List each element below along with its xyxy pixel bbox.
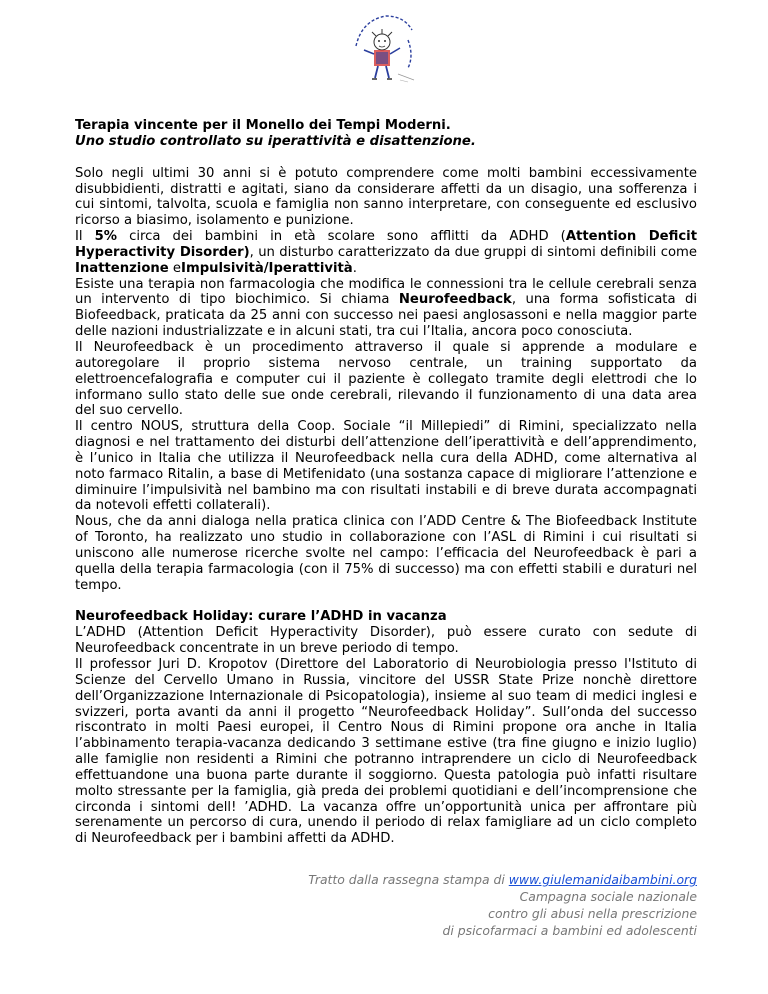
paragraph-nous-centre: Il centro NOUS, struttura della Coop. Sociale “il Millepiedi” di Rimini, specializzato nella diagnosi e nel trattamento dei disturbi dell’attenzione dell’iperattività e dell’apprendimento, è l’unico in Italia che utilizza il Neurofeedback nella cura della ADHD, come alternativa al noto farmaco Ritalin, a base di Metifenidato (una sostanza capace di migliorare l’attenzione e diminuire l’impulsività nel bambino ma con risultati instabili e di breve durata accompagnati da notevoli effetti collaterali).: [75, 419, 697, 514]
text-run: Esiste una terapia non farmacologia che modifica le connessioni tra le cellule cerebrali senza un intervento di tipo biochimico. Si chiama: [75, 276, 697, 308]
text-run: Il: [75, 229, 95, 245]
footer-line-2: Campagna sociale nazionale: [519, 889, 697, 904]
paragraph-holiday-intro: L’ADHD (Attention Deficit Hyperactivity Disorder), può essere curato con sedute di Neurofeedback concentrate in un breve periodo di tempo.: [75, 625, 697, 657]
footer-line-3: contro gli abusi nella prescrizione: [488, 906, 697, 921]
paragraph-neurofeedback: Il Neurofeedback è un procedimento attraverso il quale si apprende a modulare e autoregolare il proprio sistema nervoso centrale, un training supportato da elettroencefalografia e computer cui il paziente è collegato tramite degli elettrodi che lo informano sullo stato delle sue onde cerebrali, rilevando il funzionamento di una data area del suo cervello.: [75, 339, 697, 419]
adhd-term: Attention Deficit Hyperactivity Disorder): [75, 229, 697, 260]
paragraph-therapy: [75, 277, 697, 340]
text-run: , un disturbo caratterizzato da due gruppi di sintomi definibili come: [249, 244, 697, 260]
paragraph-holiday-project: Il professor Juri D. Kropotov (Direttore del Laboratorio di Neurobiologia presso l'Istituto di Scienze del Cervello Umano in Russia, vincitore del USSR State Prize nonchè direttore dell’Organizzazione Internazionale di Psicopatologia), insieme al suo team di medici inglesi e svizzeri, porta avanti da anni il progetto “Neurofeedback Holiday”. Sull’onda del successo riscontrato in molti Paesi europei, il Centro Nous di Rimini propone ora anche in Italia l’abbinamento terapia-vacanza dedicando 3 settimane estive (tra fine giugno e inizio luglio) alle famiglie non residenti a Rimini che potranno intraprendere un ciclo di Neurofeedback effettuandone una buona parte durante il soggiorno. Questa patologia può infatti risultare molto stressante per la famiglia, già preda dei problemi quotidiani e dell’incomprensione che circonda i sintomi dell! ’ADHD. La vacanza offre un’opportunità unica per affrontare più serenamente un percorso di cura, unendo il periodo di relax famigliare ad un ciclo completo di Neurofeedback per i bambini affetti da ADHD.: [75, 657, 697, 847]
paragraph-adhd-stats: [75, 229, 697, 277]
paragraph-intro: Solo negli ultimi 30 anni si è potuto comprendere come molti bambini eccessivamente disubbidienti, distratti e agitati, siano da considerare affetti da un disagio, una sofferenza i cui sintomi, talvolta, scuola e famiglia non sanno interpretare, con conseguente ed esclusivo ricorso a biasimo, isolamento e punizione.: [75, 165, 697, 229]
child-drawing-logo-icon: [342, 6, 426, 90]
footer-line-4: di psicofarmaci a bambini ed adolescenti: [442, 923, 697, 938]
symptom-impulsivity: Impulsività/Iperattività: [181, 260, 353, 276]
article-subtitle: Uno studio controllato su iperattività e disattenzione.: [75, 133, 476, 149]
footer-source: [308, 871, 697, 939]
symptom-inattention: Inattenzione: [75, 260, 169, 276]
text-run: e: [168, 260, 182, 276]
source-link[interactable]: www.giulemanidaibambini.org: [508, 872, 697, 887]
text-run: .: [352, 260, 357, 276]
article: [75, 118, 697, 847]
text-run: , una forma sofisticata di Biofeedback, praticata da 25 anni con successo nei paesi anglosassoni e nella maggior parte delle nazioni industrializzate e in alcuni stati, tra cui l’Italia, ancora poco conosciuta.: [75, 292, 698, 340]
percentage-highlight: 5%: [94, 229, 118, 245]
article-title: Terapia vincente per il Monello dei Tempi Moderni.: [75, 118, 451, 133]
footer-prefix: Tratto dalla rassegna stampa di: [308, 872, 509, 887]
paragraph-study: Nous, che da anni dialoga nella pratica clinica con l’ADD Centre & The Biofeedback Institute of Toronto, ha realizzato uno studio in collaborazione con l’ASL di Rimini i cui risultati si uniscono alle numerose ricerche svolte nel campo: l’efficacia del Neurofeedback è pari a quella della terapia farmacologia (con il 75% di successo) ma con effetti stabili e duraturi nel tempo.: [75, 514, 697, 593]
section-heading: Neurofeedback Holiday: curare l’ADHD in vacanza: [75, 609, 447, 625]
neurofeedback-term: Neurofeedback: [398, 292, 512, 308]
footer-line-1: [308, 871, 697, 888]
text-run: circa dei bambini in età scolare sono afflitti da ADHD (: [117, 229, 566, 245]
